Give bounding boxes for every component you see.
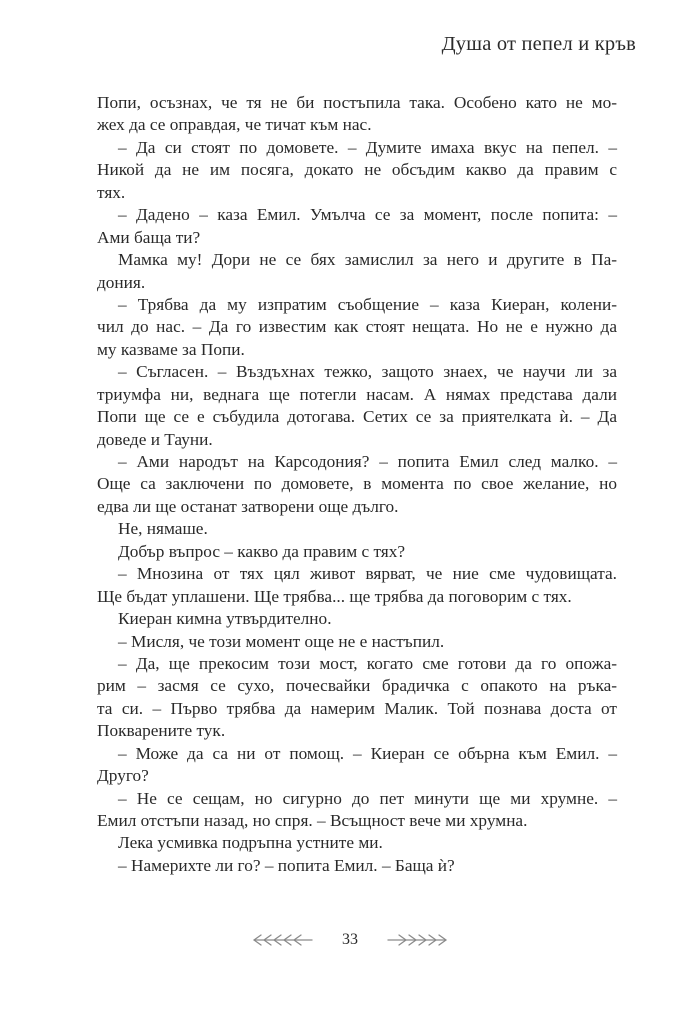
text-line: – Мисля, че този момент още не е настъпил. <box>118 631 445 651</box>
text-line: Ще бъдат уплашени. Ще трябва... ще трябва да поговорим с тях. <box>97 586 572 606</box>
text-line: Мамка му! Дори не се бях замислил за него и другите в Па- <box>118 250 617 270</box>
text-line: Киеран кимна утвърдително. <box>118 609 332 629</box>
text-line: – Трябва да му изпратим съобщение – каза Киеран, колени- <box>118 294 617 314</box>
text-line: – Да, ще прекосим този мост, когато сме готови да го опожа- <box>118 653 617 673</box>
page-number: 33 <box>342 931 358 948</box>
text-line: Никой да не им посяга, докато не обсъдим какво да правим с <box>97 160 617 180</box>
text-line: жех да се оправдая, че тичат към нас. <box>97 115 372 135</box>
text-line: – Дадено – каза Емил. Умълча се за момент, после попита: – <box>118 205 617 225</box>
text-line: доведе и Тауни. <box>97 429 213 449</box>
text-line: дония. <box>97 272 146 292</box>
text-line: та си. – Първо трябва да намерим Малик. Той познава доста от <box>97 698 617 718</box>
text-line: Още са заключени по домовете, в момента по свое желание, но <box>97 474 617 494</box>
text-line: Емил отстъпи назад, но спря. – Всъщност вече ми хрумна. <box>97 811 528 830</box>
text-line: тях. <box>97 182 126 202</box>
text-line: Попи, осъзнах, че тя не би постъпила така. Особено като не мо- <box>97 93 617 112</box>
page-footer <box>0 931 700 949</box>
ornament-right-icon <box>386 932 448 948</box>
text-line: му казваме за Попи. <box>97 339 245 359</box>
text-line: Друго? <box>97 766 149 786</box>
text-line: триумфа ни, веднага ще потегли насам. А нямах представа дали <box>97 384 617 404</box>
text-line: – Не се сещам, но сигурно до пет минути ще ми хрумне. – <box>118 788 617 808</box>
text-line: Добър въпрос – какво да правим с тях? <box>118 541 406 561</box>
text-line: Покварените тук. <box>97 721 226 741</box>
text-line: – Може да са ни от помощ. – Киеран се обърна към Емил. – <box>118 743 617 763</box>
text-line: – Да си стоят по домовете. – Думите имаха вкус на пепел. – <box>118 137 617 157</box>
text-line: – Съгласен. – Въздъхнах тежко, защото знаех, че научи ли за <box>118 362 617 382</box>
text-line: чил до нас. – Да го известим как стоят нещата. Но не е нужно да <box>97 317 617 337</box>
ornament-left-icon <box>252 932 314 948</box>
text-line: Лека усмивка подръпна устните ми. <box>118 833 383 853</box>
text-line: едва ли ще останат затворени още дълго. <box>97 496 399 516</box>
text-line: – Намерихте ли го? – попита Емил. – Баща ѝ? <box>118 855 455 875</box>
text-line: – Мнозина от тях цял живот вярват, че ние сме чудовищата. <box>118 564 617 584</box>
text-line: Ами баща ти? <box>97 227 201 247</box>
text-line: рим – засмя се сухо, почесвайки брадичка с опакото на ръка- <box>97 676 617 696</box>
running-header: Душа от пепел и кръв <box>441 33 636 55</box>
page-body <box>97 92 617 877</box>
text-line: – Ами народът на Карсодония? – попита Емил след малко. – <box>118 452 617 471</box>
text-line: Не, нямаше. <box>118 519 208 539</box>
text-line: Попи ще се е събудила дотогава. Сетих се за приятелката ѝ. – Да <box>97 407 617 427</box>
